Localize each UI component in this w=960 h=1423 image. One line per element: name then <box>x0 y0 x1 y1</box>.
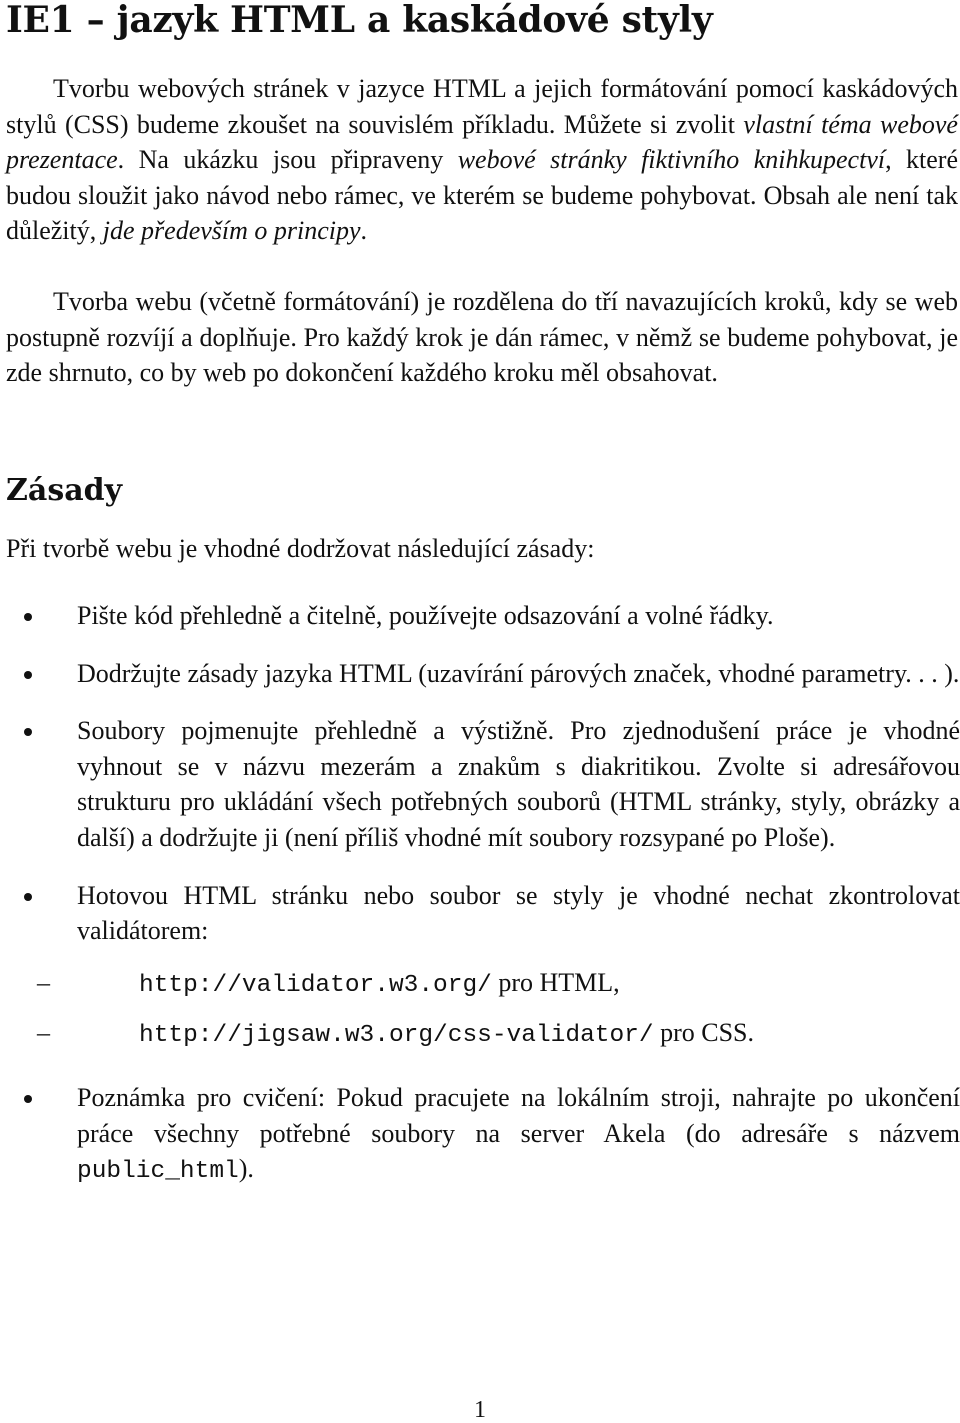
validator-item <box>6 1015 960 1054</box>
bullet-icon <box>24 728 32 736</box>
list-item <box>6 1080 960 1190</box>
validator-suffix: pro HTML, <box>491 967 620 997</box>
list-item-text: Hotovou HTML stránku nebo soubor se styly je vhodné nechat zkontrolovat validátorem: <box>77 880 960 946</box>
list-item <box>6 598 960 634</box>
list-item <box>6 656 960 692</box>
rules-list <box>6 598 960 1190</box>
validator-link[interactable]: http://validator.w3.org/ <box>139 971 492 999</box>
intro-emphasis-bookstore: webové stránky fiktivního knihkupectví <box>457 145 886 175</box>
validator-list <box>6 965 960 1054</box>
intro-text: , které budou sloužit jako návod nebo rámec, ve kterém se budeme pohybovat. Obsah ale není tak důležitý, <box>6 145 958 246</box>
section-heading: Zásady <box>6 473 123 508</box>
page-number: 1 <box>474 1397 486 1423</box>
note-text-end: ). <box>238 1154 254 1184</box>
bullet-icon <box>24 613 32 621</box>
list-item-text: Pište kód přehledně a čitelně, používejte odsazování a volné řádky. <box>77 601 774 630</box>
intro-text: Tvorbu webových stránek v jazyce HTML a jejich formátování pomocí kaskádových stylů (CSS) budeme zkoušet na souvislém příkladu. Můžete si zvolit <box>6 74 958 139</box>
bullet-icon <box>24 671 32 679</box>
directory-name: public_html <box>77 1158 239 1186</box>
validator-link[interactable]: http://jigsaw.w3.org/css-validator/ <box>139 1022 654 1050</box>
bullet-icon <box>24 1095 32 1103</box>
list-item <box>6 878 960 1054</box>
list-item <box>6 713 960 855</box>
dash-icon: – <box>37 1018 50 1048</box>
validator-item <box>6 965 960 1004</box>
bullet-icon <box>24 893 32 901</box>
intro-paragraph-1 <box>6 71 958 249</box>
list-item-text: Dodržujte zásady jazyka HTML (uzavírání párových značek, vhodné parametry. . . ). <box>77 658 960 688</box>
list-item-text: Soubory pojmenujte přehledně a výstižně. Pro zjednodušení práce je vhodné vyhnout se v názvu mezerám a znakům s diakritikou. Zvolte si adresářovou strukturu pro ukládání všech potřebných souborů (HTML stránky, styly, obrázky a další) a dodržujte ji (není příliš vhodné mít soubory rozsypané po Ploše). <box>77 716 960 852</box>
dash-icon: – <box>37 967 50 997</box>
intro-text: . Na ukázku jsou připraveny <box>117 145 458 175</box>
note-text-start: Poznámka pro cvičení: Pokud pracujete na lokálním stroji, nahrajte po ukončení práce všechny potřebné soubory na server Akela (do adresáře s názvem <box>77 1082 960 1148</box>
validator-suffix: pro CSS. <box>653 1018 755 1048</box>
intro-emphasis-theme: vlastní téma webové prezentace <box>6 109 958 175</box>
page-title: IE1 – jazyk HTML a kaskádové styly <box>6 0 713 41</box>
intro-paragraph-2: Tvorba webu (včetně formátování) je rozdělena do tří navazujících kroků, kdy se web postupně rozvíjí a doplňuje. Pro každý krok je dán rámec, v němž se budeme pohybovat, je zde shrnuto, co by web po dokončení každého kroku měl obsahovat. <box>6 287 958 388</box>
note-text <box>77 1080 960 1190</box>
section-lead: Při tvorbě webu je vhodné dodržovat následující zásady: <box>6 534 595 563</box>
intro-emphasis-principles: jde především o principy <box>102 216 361 246</box>
intro-text: . <box>360 216 368 246</box>
